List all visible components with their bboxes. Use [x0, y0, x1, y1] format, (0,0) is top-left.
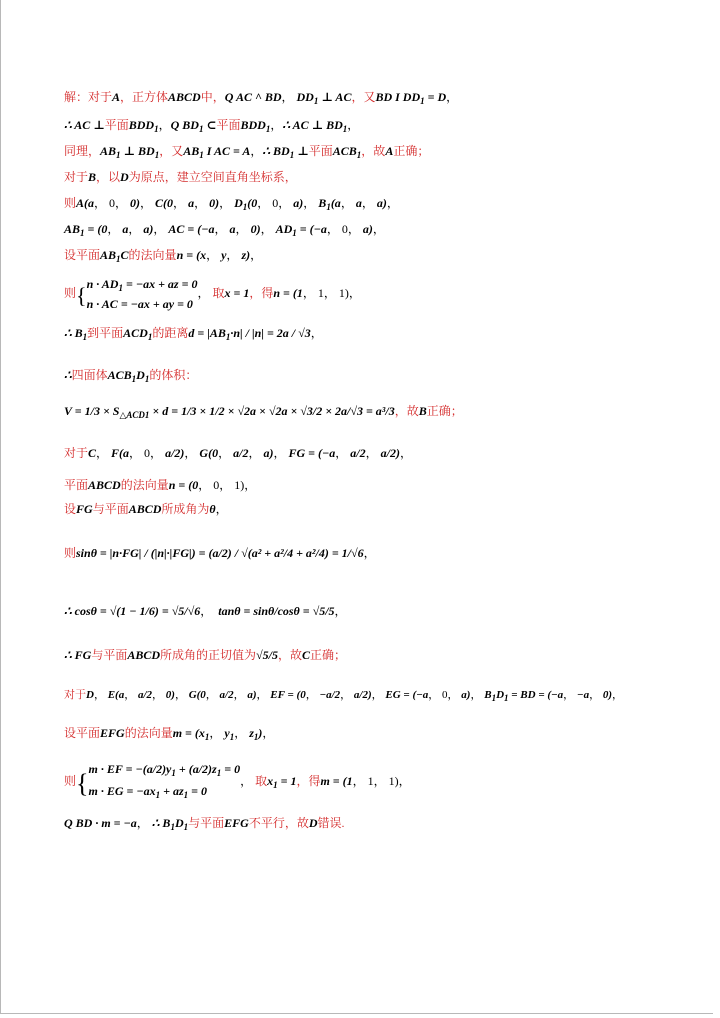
- solution-line-17: ∴ FG与平面ABCD所成角的正切值为√5/5，故C正确；: [64, 648, 346, 662]
- solution-line-11: $V = 1/3 \times S_{\triangle ACD1} \times d = 1/3 \times 1/2 \times √2a \times √2a \times √3/2 \times 2a/√3 = a^3/3$，故B正确；: [64, 404, 463, 420]
- solution-line-4: 对于B，以D为原点，建立空间直角坐标系，: [64, 170, 297, 184]
- solution-line-9: ∴ $B_1$到平面$ACD_1$的距离$d = |AB_1\cdot n| / |n| = 2a / √3$，: [64, 326, 323, 342]
- solution-line-12: 对于C， F(a， 0， a/2)， G(0， a/2， a)， FG = (−a， a/2， a/2)，: [64, 446, 412, 460]
- solution-line-10: ∴四面体$ACB_1D_1$的体积：: [64, 368, 198, 384]
- solution-line-3: 同理，$AB_1$ ⊥ $BD_1$，又$AB_1$ I AC = A，∴ $BD_1$ ⊥平面$ACB_1$，故A正确；: [64, 144, 430, 160]
- solution-line-8: 则{$n \cdot AD_1 = -ax$ + az = 0 n · AC = −ax + ay = 0， 取x = 1，得n = (1， 1， 1)，: [64, 277, 361, 311]
- solution-line-21: Q BD · m = −a， ∴ $B_1D_1$与平面EFG不平行，故D错误.: [64, 816, 345, 832]
- solution-line-14: 设FG与平面ABCD所成角为θ，: [64, 502, 228, 516]
- solution-line-7: 设平面$AB_1C$的法向量n = (x， y， z)，: [64, 248, 263, 264]
- solution-line-18: 对于D， E(a， a/2， 0)， G(0， a/2， a)， EF = (0， −a/2， a/2)， EG = (−a， 0， a)， $B_1D_1$ = BD = (−a， −a， 0)，: [64, 689, 624, 703]
- solution-line-16: ∴ cosθ = √(1 − 1/6) = √5/√6， tanθ = sinθ/cosθ = √5/5，: [64, 604, 347, 618]
- solution-line-6: $AB_1 = (0$， a， a)， AC = (−a， a， 0)， $AD_1 = (-a$， 0， a)，: [64, 222, 385, 238]
- solution-line-15: 则sinθ = |n·FG| / (|n|·|FG|) = (a/2) / √(a² + a²/4 + a²/4) = 1/√6，: [64, 546, 376, 560]
- solution-line-20: 则{m · EF = $-(a/2)y_1 + (a/2)z_1 = 0$ m · EG = $-ax_1 + az_1 = 0$， 取$x_1 = 1$，得m = (1， 1， 1)，: [64, 762, 411, 800]
- solution-line-2: ∴ AC ⊥平面$BDD_1$，Q $BD_1$ ⊂平面$BDD_1$，∴ AC ⊥ $BD_1$，: [64, 118, 360, 134]
- solution-line-19: 设平面EFG的法向量$m = (x_1$， $y_1$， $z_1$)，: [64, 726, 275, 742]
- solution-line-1: 解：对于A，正方体ABCD中，Q AC ^ BD， $DD_1$ ⊥ AC，又BD I $DD_1 = D$，: [64, 90, 459, 106]
- solution-line-5: 则A(a， 0， 0)， C(0， a， 0)， $D_1(0$， 0， a)， $B_1(a$， a， a)，: [64, 196, 399, 212]
- solution-line-13: 平面ABCD的法向量n = (0， 0， 1)，: [64, 478, 257, 492]
